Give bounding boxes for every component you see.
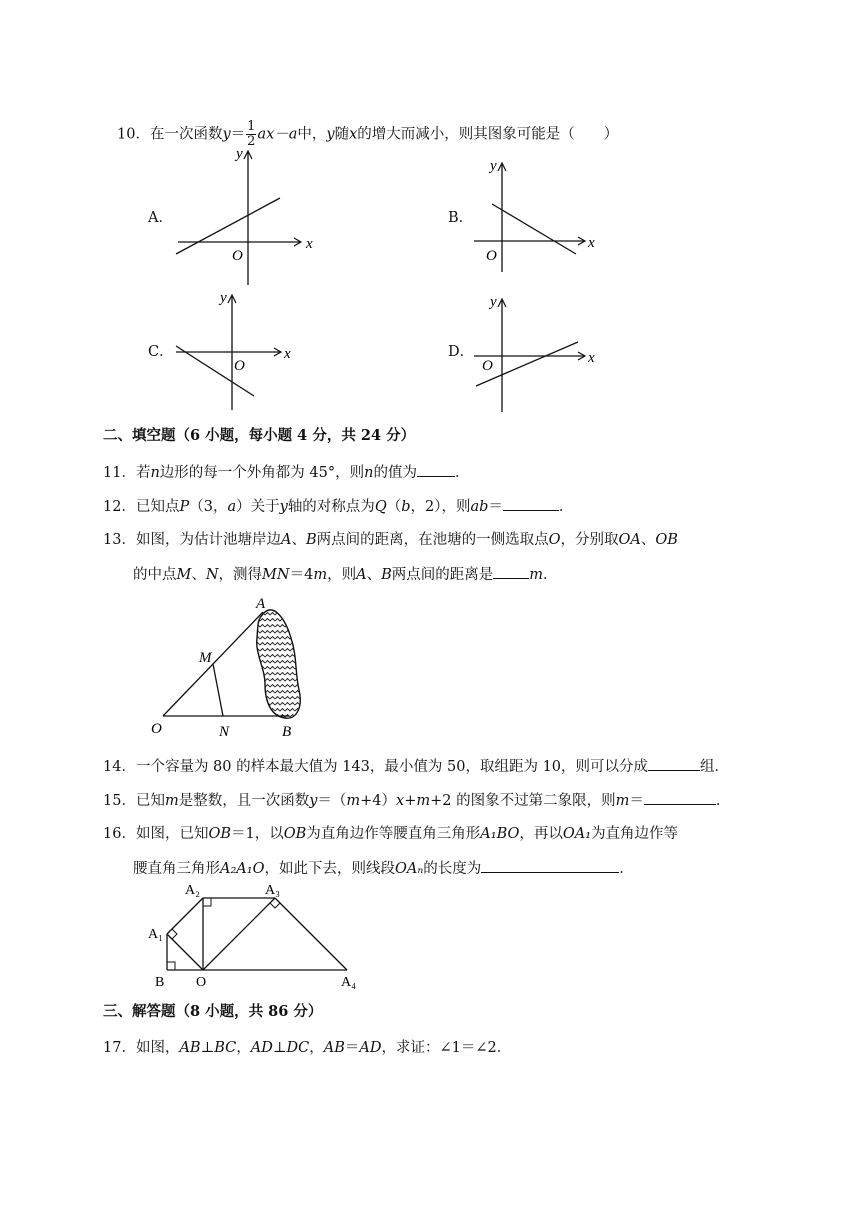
q16-OAn: OAₙ [394,861,424,877]
q13-l1b: 两点间的距离，在池塘的一侧选取点 [316,532,549,548]
q16-OB2: OB [283,826,307,842]
q12-t5: （ [386,499,402,515]
q15-m: m [164,793,179,809]
q11-answer-blank[interactable] [417,462,455,477]
option-a-x-label: x [306,236,313,252]
q11-n2: n [364,465,374,481]
q13-answer-blank[interactable] [493,564,529,579]
q15-t5: + [404,793,417,809]
q16-fig-label-o: O [196,975,207,990]
option-d-x-label: x [588,350,595,366]
q13-line1 [103,530,678,550]
q13-fig-label-n: N [219,724,230,740]
q10-frac-num: 1 [247,119,256,134]
q16-A1BO: A₁BO [480,826,520,842]
q15-number: 15． [103,793,136,809]
q17-t3: ， [236,1040,251,1056]
option-a-label: A． [148,210,173,226]
q13-l2d: ，则 [327,567,357,583]
q13-m2: m [529,567,543,583]
option-a-origin-label: O [232,248,243,264]
q15-t2: 是整数，且一次函数 [178,793,310,809]
q12-end: ． [558,499,574,515]
q16-l2b: ，如此下去，则线段 [264,861,395,877]
q16-answer-blank[interactable] [481,858,619,873]
q12-ab: ab [470,499,489,515]
q13-l2c: ＝4 [289,567,314,583]
option-d-y-label: y [490,294,497,310]
q13-sep4: 、 [366,567,382,583]
option-d-label: D． [448,344,475,360]
q15-t7: ＝ [629,793,644,809]
q13-fig-label-o: O [151,721,162,737]
q13-OB: OB [655,532,678,548]
q13-B2: B [381,567,392,583]
q13-l2a: 的中点 [133,567,177,583]
pond-shape [257,610,300,718]
q17-t1: 如图， [135,1040,180,1056]
q16-l1c: 为直角边作等腰直角三角形 [306,826,481,842]
q17-t2: ⊥ [200,1040,215,1056]
q15-t3: ＝（ [317,793,347,809]
q12-answer-blank[interactable] [503,496,559,511]
q12-t6: ，2），则 [410,499,471,515]
q17-text [103,1038,511,1058]
q10-eq-y: y [222,126,231,143]
q13-M: M [176,567,192,583]
q13-N: N [205,567,219,583]
q16-line1 [103,824,678,844]
q13-fig-label-a: A [256,596,266,612]
q13-l1a: 如图，为估计池塘岸边 [135,532,281,548]
q16-number: 16． [103,826,136,842]
option-c-y-label: y [220,290,227,306]
option-d-graph [466,288,616,416]
q11-t3: 的值为 [373,465,417,481]
q16-fig-label-a4: A₄ [341,975,356,990]
q13-pond-figure [145,594,315,744]
q13-end: ． [542,567,558,583]
q12-text [103,496,573,517]
q13-B: B [305,532,317,548]
q17-DC: DC [286,1040,310,1056]
q11-text [103,462,469,483]
q16-end: ． [619,861,634,877]
q10-text2: 随 [334,126,350,143]
option-c-graph [168,284,308,414]
q16-l1a: 如图，已知 [135,826,209,842]
q15-y: y [309,793,318,809]
q12-number: 12． [103,499,136,515]
q11-number: 11． [103,465,136,481]
q10-y-var: y [326,126,335,143]
q13-fig-label-b: B [282,724,292,740]
q10-frac-den: 2 [247,134,256,149]
q13-O: O [548,532,561,548]
option-d-origin-label: O [482,358,493,374]
q16-A2A1O: A₂A₁O [220,861,265,877]
q15-x: x [396,793,405,809]
q15-text [103,790,730,811]
q16-l1e: 为直角边作等 [591,826,679,842]
q17-AB: AB [179,1040,201,1056]
q17-AB2: AB [323,1040,345,1056]
q13-sep3: 、 [191,567,206,583]
q10-pre: 在一次函数 [149,126,223,143]
q15-answer-blank[interactable] [644,790,716,805]
q13-number: 13． [103,532,136,548]
q13-A: A [280,532,292,548]
q17-t5: ， [309,1040,324,1056]
q15-t1: 已知 [135,793,165,809]
q10-text3: 的增大而减小，则其图象可能是（ ） [357,126,619,143]
q16-triangles-figure [145,880,375,990]
option-b-origin-label: O [486,248,497,264]
option-a-graph [170,140,320,290]
q13-MN: MN [262,567,290,583]
q13-l2e: 两点间的距离是 [391,567,494,583]
q12-b: b [401,499,411,515]
q16-fig-label-a1: A₁ [148,927,163,942]
q14-number: 14． [103,759,136,775]
q12-t4: 轴的对称点为 [287,499,375,515]
q16-l2a: 腰直角三角形 [133,861,220,877]
option-b-label: B． [448,210,474,226]
q10-x-var: x [349,126,358,143]
q17-t7: ，求证：∠1＝∠2． [381,1040,512,1056]
option-c-origin-label: O [234,358,245,374]
q12-t3: ）关于 [236,499,280,515]
q13-A2: A [356,567,367,583]
option-b-x-label: x [588,235,595,251]
option-b-y-label: y [490,158,497,174]
q15-m3: m [416,793,431,809]
q16-l2c: 的长度为 [423,861,482,877]
q17-t6: ＝ [344,1040,360,1056]
q12-t1: 已知点 [135,499,180,515]
q13-fig-label-m: M [199,650,212,666]
q15-t4: +4） [360,793,397,809]
q16-line2 [133,858,634,879]
q11-t1: 若 [135,465,151,481]
option-b-graph [466,152,616,282]
q17-t4: ⊥ [272,1040,287,1056]
q17-number: 17． [103,1040,136,1056]
option-a-y-label: y [236,146,243,162]
q17-BC: BC [214,1040,237,1056]
q13-l2b: ，测得 [218,567,263,583]
q16-l1d: ，再以 [519,826,563,842]
q15-end: ． [715,793,731,809]
q17-AD: AD [250,1040,273,1056]
option-c-label: C． [148,344,174,360]
q16-l1b: ＝1，以 [231,826,284,842]
q12-q: Q [374,499,387,515]
q10-eq-sign: ＝ [230,126,246,143]
section-2-heading: 二、填空题（6 小题，每小题 4 分，共 24 分） [103,427,416,444]
q11-end: ． [454,465,470,481]
q11-t2: 边形的每一个外角都为 45°，则 [159,465,365,481]
q13-m1: m [313,567,328,583]
q16-fig-label-b: B [155,975,165,990]
q13-l1c: ，分别取 [560,532,619,548]
q17-AD2: AD [359,1040,382,1056]
section-3-heading: 三、解答题（8 小题，共 86 分） [103,1003,323,1020]
q13-line2 [133,564,557,585]
q16-fig-label-a2: A₂ [185,883,200,898]
q15-m2: m [346,793,361,809]
q16-fig-label-a3: A₃ [265,883,280,898]
q13-sep2: 、 [640,532,656,548]
q13-sep1: 、 [291,532,306,548]
q14-text [103,756,729,777]
q14-answer-blank[interactable] [648,756,700,771]
q13-OA: OA [618,532,641,548]
q15-m4: m [615,793,630,809]
q14-body: 一个容量为 80 的样本最大值为 143，最小值为 50，取组距为 10，则可以分成 [135,759,649,775]
q12-y: y [279,499,288,515]
q12-p: P [179,499,190,515]
q16-OA1: OA₁ [562,826,592,842]
q12-a: a [227,499,237,515]
q12-t7: ＝ [488,499,503,515]
q16-OB: OB [208,826,231,842]
q15-t6: +2 的图象不过第二象限，则 [430,793,616,809]
option-c-x-label: x [284,346,291,362]
q14-end: 组． [700,759,730,775]
q10-mid: 中， [297,126,327,143]
q10-number: 10． [117,126,150,143]
q11-n1: n [150,465,160,481]
q10-eq-rest: ax－a [257,126,298,143]
q12-t2: （3， [189,499,228,515]
